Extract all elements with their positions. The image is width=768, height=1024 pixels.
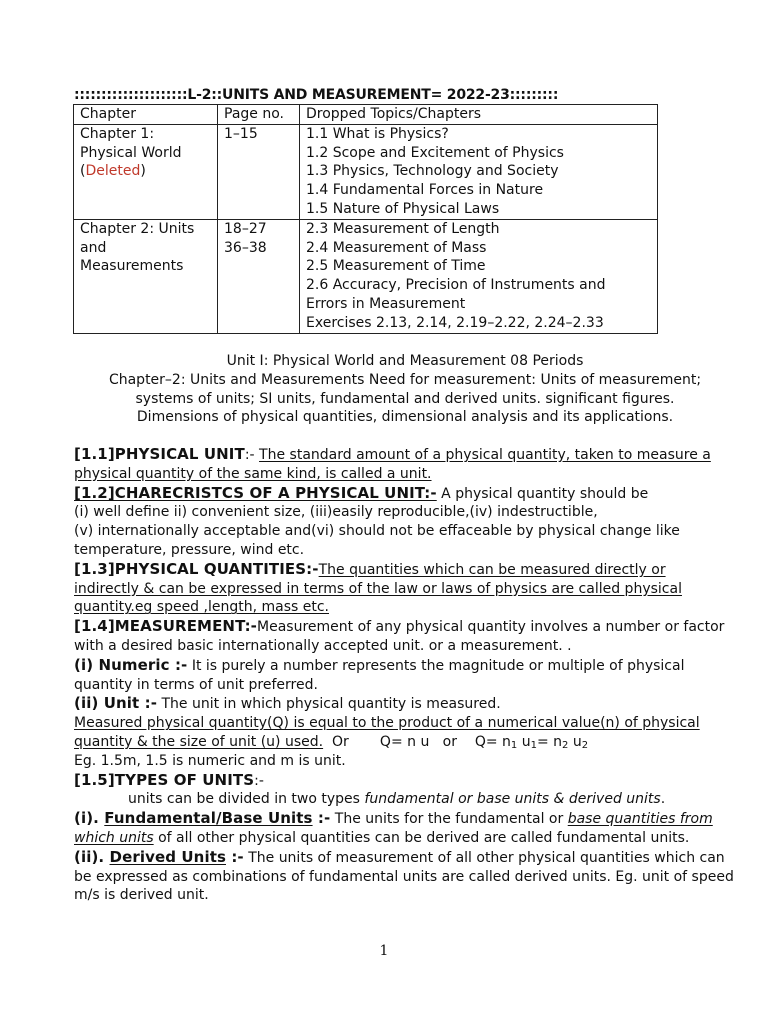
- example-text: Eg. 1.5m, 1.5 is numeric and m is unit.: [74, 752, 346, 769]
- topic-item: 1.5 Nature of Physical Laws: [306, 200, 500, 217]
- section-physical-quantities: [74, 560, 734, 617]
- header-page-no: Page no.: [218, 105, 300, 125]
- section-physical-unit: [1.1]PHYSICAL UNIT:- The standard amount of a physical quantity, taken to measure a physical quantity of the same kind, is called a unit.: [74, 445, 711, 482]
- topic-item: 2.3 Measurement of Length: [306, 220, 500, 237]
- page-range: 1–15: [224, 125, 258, 142]
- topic-item: 2.6 Accuracy, Precision of Instruments and: [306, 277, 606, 294]
- page-range: 18–27: [224, 220, 267, 237]
- topic-item: 2.5 Measurement of Time: [306, 258, 486, 275]
- unit-label: (ii) Unit :-: [74, 694, 158, 713]
- topic-item: 1.3 Physics, Technology and Society: [306, 163, 559, 180]
- table-header-row: [74, 105, 658, 125]
- page-number: 1: [379, 943, 389, 959]
- section-characteristics: [74, 484, 734, 504]
- equation-q-nu: Q= n u: [379, 733, 430, 750]
- section-heading: [1.4]MEASUREMENT:-: [74, 617, 258, 636]
- topic-item: 2.4 Measurement of Mass: [306, 239, 487, 256]
- topic-item: 1.2 Scope and Excitement of Physics: [306, 144, 564, 161]
- derived-units-label: Derived Units: [109, 847, 226, 866]
- definition-text: The standard amount of a physical quantity, taken to measure a physical quantity of the same kind, is called a unit.: [74, 447, 711, 482]
- notes-body: [74, 445, 734, 905]
- section-heading: [1.5]TYPES OF UNITS: [74, 770, 255, 789]
- section-measurement: [74, 617, 734, 656]
- numeric-definition: (i) Numeric :- It is purely a number represents the magnitude or multiple of physical quantity in terms of unit preferred.: [74, 655, 685, 693]
- topic-item: 1.4 Fundamental Forces in Nature: [306, 182, 544, 199]
- section-text: A physical quantity should be: [436, 485, 649, 502]
- measured-quantity-formula: Measured physical quantity(Q) is equal to the product of a numerical value(n) of physical quantity & the size of unit (u) used. Or Q= n u or $Q= n_1$ $u_1= n_2$ $u_2$: [74, 715, 700, 751]
- syllabus-line: Unit I: Physical World and Measurement 08 Periods: [226, 353, 584, 369]
- topic-item: 1.1 What is Physics?: [306, 125, 449, 142]
- topic-item: Errors in Measurement: [306, 295, 466, 312]
- section-heading: [1.3]PHYSICAL QUANTITIES:-: [74, 559, 319, 578]
- characteristics-list: (i) well define ii) convenient size, (iii)easily reproducible,(iv) indestructible,: [74, 504, 598, 521]
- topics-cell: [300, 219, 658, 333]
- topics-cell: [300, 124, 658, 219]
- table-row: [74, 219, 658, 333]
- unit-definition: (ii) Unit :- The unit in which physical quantity is measured.: [74, 694, 501, 713]
- chapter-line: Chapter 1:: [80, 125, 155, 142]
- section-heading: [1.2]CHARECRISTCS OF A PHYSICAL UNIT:-: [74, 483, 437, 502]
- header-dropped-topics: Dropped Topics/Chapters: [300, 105, 658, 125]
- syllabus-line: Chapter–2: Units and Measurements Need for measurement: Units of measurement;: [108, 371, 702, 388]
- characteristics-list: (v) internationally acceptable and(vi) should not be effaceable by physical change like temperature, pressure, wind etc.: [74, 523, 680, 558]
- chapter-cell: [74, 219, 218, 333]
- definition-text: The quantities which can be measured directly or indirectly & can be expressed in terms of the law or laws of physics are called physical quantity.eg speed ,length, mass etc.: [74, 561, 682, 616]
- table-row: [74, 124, 658, 219]
- chapter-line: and: [80, 239, 107, 256]
- fundamental-units-label: Fundamental/Base Units: [104, 809, 313, 828]
- chapter-line: Measurements: [80, 258, 184, 275]
- section-heading: [1.1]PHYSICAL UNIT: [74, 445, 245, 463]
- fundamental-units-definition: (i). Fundamental/Base Units :- The units for the fundamental or base quantities from which units of all other physical quantities can be derived are called fundamental units.: [74, 809, 713, 846]
- syllabus-line: systems of units; SI units, fundamental and derived units. significant figures.: [135, 390, 675, 407]
- numeric-label: (i) Numeric :-: [74, 655, 188, 674]
- page-cell: [218, 124, 300, 219]
- chapter-note: (Deleted): [80, 163, 146, 180]
- types-intro: units can be divided in two types fundamental or base units & derived units.: [128, 791, 666, 808]
- chapter-line: Physical World: [80, 144, 182, 161]
- dropped-topics-table: [73, 104, 658, 334]
- header-chapter: Chapter: [74, 105, 218, 125]
- derived-units-definition: (ii). Derived Units :- The units of measurement of all other physical quantities which can be expressed as combinations of fundamental units are called derived units. Eg. unit of speed m/s is derived unit.: [74, 847, 734, 904]
- formula-statement: Measured physical quantity(Q) is equal to the product of a numerical value(n) of physical quantity & the size of unit (u) used.: [74, 715, 700, 750]
- chapter-line: Chapter 2: Units: [80, 220, 195, 237]
- equation-n1u1-n2u2: $Q= n_1$ $u_1= n_2$ $u_2$: [474, 733, 589, 751]
- chapter-cell: [74, 124, 218, 219]
- document-title: :::::::::::::::::::::L-2::UNITS AND MEASUREMENT= 2022-23:::::::::: [74, 87, 559, 103]
- syllabus-block: [60, 352, 750, 427]
- deleted-label: Deleted: [85, 163, 141, 180]
- page-range: 36–38: [224, 239, 267, 256]
- page-cell: [218, 219, 300, 333]
- topic-item: Exercises 2.13, 2.14, 2.19–2.22, 2.24–2.33: [306, 314, 604, 331]
- section-text: Measurement of any physical quantity involves a number or factor with a desired basic internationally accepted unit. or a measurement. .: [74, 619, 725, 654]
- syllabus-line: Dimensions of physical quantities, dimensional analysis and its applications.: [136, 409, 674, 426]
- section-types-of-units: [1.5]TYPES OF UNITS:-: [74, 770, 264, 789]
